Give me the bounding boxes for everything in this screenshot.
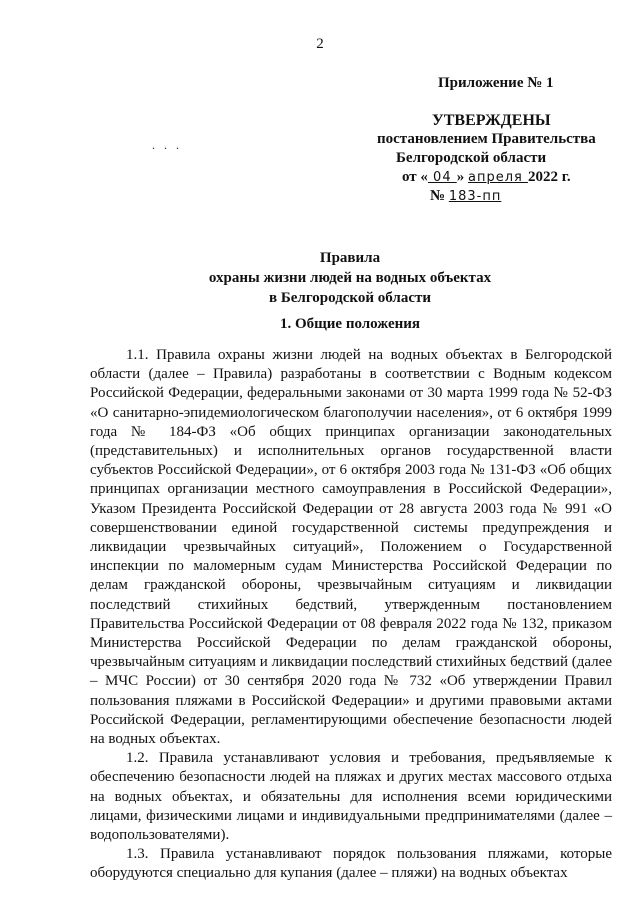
paragraph-1-2: 1.2. Правила устанавливают условия и требования, предъявляемые к обеспечению безопасности людей на пляжах и других местах массового отдыха на водных объектах, и обязательны для исполнения всеми юридическими лицами, физическими лицами и индивидуальными предпринимателями (далее – водопользователями). — [90, 750, 612, 844]
date-month: апреля — [467, 170, 528, 185]
title-line-3: в Белгородской области — [269, 290, 431, 306]
page-number: 2 — [316, 36, 324, 52]
appendix-label: Приложение № 1 — [438, 75, 554, 91]
paragraph-1-3: 1.3. Правила устанавливают порядок пользования пляжами, которые оборудуются специально для купания (далее – пляжи) на водных объектах — [90, 846, 612, 882]
date-mid: » — [456, 169, 468, 185]
approval-line-2: Белгородской области — [396, 150, 547, 166]
approval-date — [402, 168, 632, 187]
approval-line-1: постановлением Правительства — [377, 131, 596, 147]
body-text — [90, 346, 612, 884]
date-day: 04 — [427, 170, 457, 185]
number-prefix: № — [430, 188, 449, 204]
title-line-2: охраны жизни людей на водных объектах — [208, 270, 492, 286]
number-value: 183-пп — [448, 189, 502, 204]
date-prefix: от « — [402, 169, 428, 185]
approval-block — [360, 74, 632, 206]
paragraph-1-1: 1.1. Правила охраны жизни людей на водных объектах в Белгородской области (далее – Правила) разработаны в соответствии с Водным кодексом Российской Федерации, федеральными законами от 30 марта 1999 года № 52-ФЗ «О санитарно-эпидемиологическом благополучии населения», от 6 октября 1999 года № 184-ФЗ «Об общих принципах организации законодательных (представительных) и исполнительных органов государственной власти субъектов Российской Федерации», от 6 октября 2003 года № 131-ФЗ «Об общих принципах организации местного самоуправления в Российской Федерации», Указом Президента Российской Федерации от 28 августа 2003 года № 991 «О совершенствовании единой государственной системы предупреждения и ликвидации чрезвычайных ситуаций», Положением о Государственной инспекции по маломерным судам Министерства Российской Федерации по делам гражданской обороны, чрезвычайным ситуациям и ликвидации последствий стихийных бедствий, утвержденным постановлением Правительства Российской Федерации от 08 февраля 2022 года № 132, приказом Министерства Российской Федерации по делам гражданской обороны, чрезвычайным ситуациям и ликвидации последствий стихийных бедствий (далее – МЧС России) от 30 сентября 2020 года № 732 «Об утверждении Правил пользования пляжами в Российской Федерации» и другими правовыми актами Российской Федерации, регламентирующими обеспечение безопасности людей на водных объектах. — [90, 347, 612, 748]
section-heading: 1. Общие положения — [279, 316, 421, 332]
date-year: 2022 г. — [527, 169, 571, 185]
approval-status: УТВЕРЖДЕНЫ — [432, 112, 551, 129]
title-line-1: Правила — [319, 250, 381, 266]
approval-number — [430, 187, 632, 206]
stray-marks: . . . — [152, 138, 182, 152]
document-title — [90, 248, 610, 308]
